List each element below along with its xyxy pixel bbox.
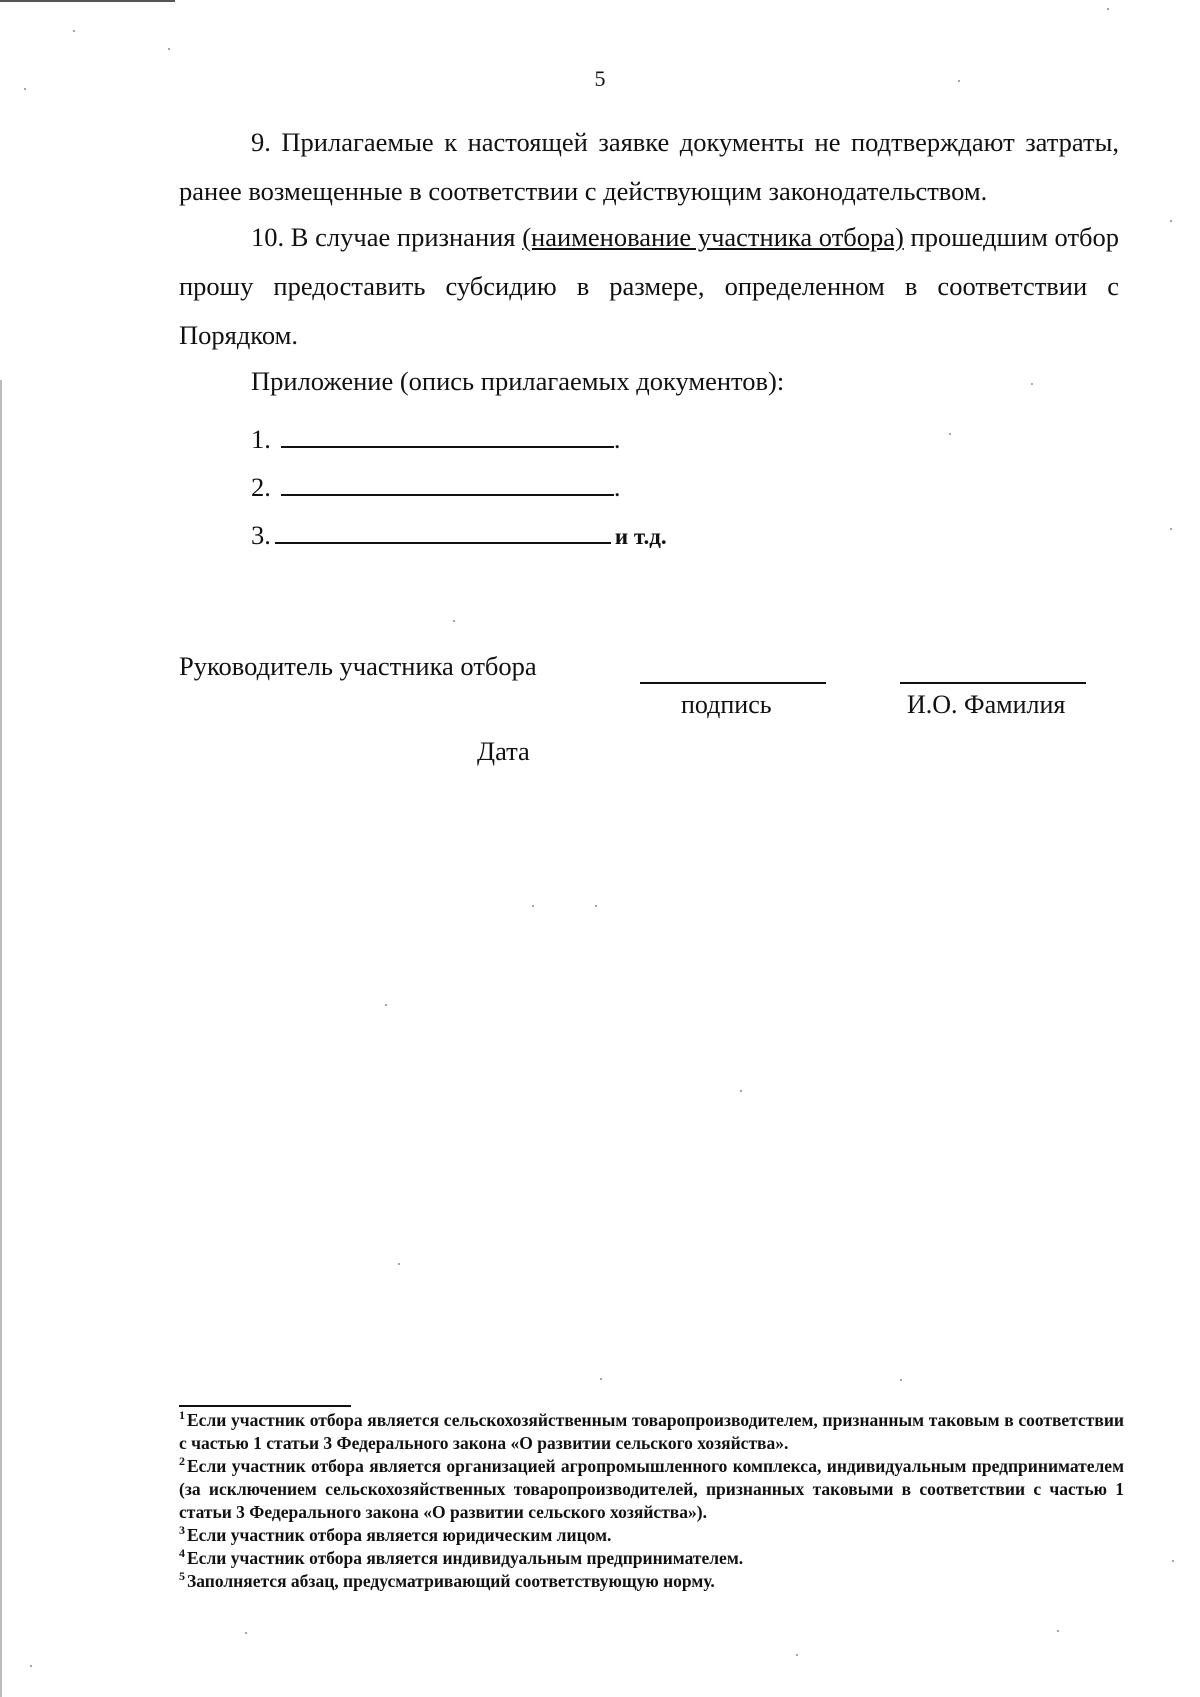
footnote-text: Если участник отбора является юридическим лицом. bbox=[187, 1525, 612, 1545]
footnote-mark: 3 bbox=[179, 1523, 185, 1537]
attachment-number: 3. bbox=[251, 520, 271, 550]
scan-speck bbox=[900, 1379, 902, 1381]
footnote bbox=[179, 1409, 1124, 1455]
scan-speck bbox=[1170, 528, 1172, 530]
paragraph-10-after: прошедшим отбор прошу предоставить субсидию в размере, определенном в соответствии с Порядком. bbox=[179, 222, 1120, 350]
scan-edge-left bbox=[0, 380, 2, 1697]
attachment-tail: . bbox=[613, 424, 621, 454]
footnote-text: Заполняется абзац, предусматривающий соответствующую норму. bbox=[187, 1571, 715, 1591]
attachment-blank-line bbox=[275, 520, 611, 544]
attachment-tail: . bbox=[613, 472, 621, 502]
attachment-blank-line bbox=[281, 472, 614, 496]
scan-edge-top bbox=[0, 0, 175, 2]
scan-speck bbox=[600, 1378, 602, 1380]
footnote-separator bbox=[179, 1405, 351, 1407]
footnote-mark: 1 bbox=[179, 1408, 185, 1422]
attachment-number: 2. bbox=[251, 472, 271, 502]
participant-name-placeholder: (наименование участника отбора) bbox=[522, 222, 904, 252]
attachment-item bbox=[251, 472, 621, 512]
footnote-mark: 4 bbox=[179, 1546, 185, 1560]
footnote bbox=[179, 1524, 1124, 1547]
footnote-text: Если участник отбора является индивидуальным предпринимателем. bbox=[187, 1548, 744, 1568]
scan-speck bbox=[30, 1665, 32, 1667]
paragraph-9: 9. Прилагаемые к настоящей заявке документы не подтверждают затраты, ранее возмещенные в соответствии с действующим законодательством. bbox=[179, 127, 1119, 206]
scan-speck bbox=[24, 88, 26, 90]
attachments-title: Приложение (опись прилагаемых документов): bbox=[251, 366, 785, 396]
attachment-number: 1. bbox=[251, 424, 271, 454]
attachment-tail: и т.д. bbox=[614, 524, 667, 549]
signature-line bbox=[640, 682, 826, 684]
attachment-blank-line bbox=[281, 424, 614, 448]
footnote bbox=[179, 1570, 1124, 1593]
footnote bbox=[179, 1455, 1124, 1524]
scan-speck bbox=[1107, 8, 1109, 10]
footnote bbox=[179, 1547, 1124, 1570]
scan-speck bbox=[595, 905, 597, 907]
footnote-text: Если участник отбора является сельскохозяйственным товаропроизводителем, признанным таковым в соответствии с частью 1 статьи 3 Федерального закона «О развитии сельского хозяйства». bbox=[179, 1410, 1124, 1453]
attachment-item bbox=[251, 520, 667, 560]
scan-speck bbox=[168, 48, 170, 50]
scan-speck bbox=[740, 1090, 742, 1092]
scan-speck bbox=[532, 905, 534, 907]
scan-speck bbox=[1031, 383, 1033, 385]
scan-speck bbox=[949, 433, 951, 435]
scan-speck bbox=[796, 1654, 798, 1656]
scan-speck bbox=[958, 80, 960, 82]
date-label: Дата bbox=[477, 736, 530, 766]
signature-caption: подпись bbox=[681, 690, 772, 719]
scan-speck bbox=[1170, 220, 1172, 222]
attachment-item bbox=[251, 424, 621, 464]
name-line bbox=[900, 682, 1086, 684]
scan-speck bbox=[73, 30, 75, 32]
scan-speck bbox=[1172, 1560, 1174, 1562]
scan-speck bbox=[398, 1263, 400, 1265]
footnote-text: Если участник отбора является организацией агропромышленного комплекса, индивидуальным предпринимателем (за исключением сельскохозяйственных товаропроизводителей, признанных таковыми в соответствии с частью 1 статьи 3 Федерального закона «О развитии сельского хозяйства»). bbox=[179, 1456, 1124, 1522]
paragraph-10-before: 10. В случае признания bbox=[251, 222, 523, 252]
scan-speck bbox=[245, 1632, 247, 1634]
name-caption: И.О. Фамилия bbox=[907, 690, 1066, 719]
footnote-mark: 5 bbox=[179, 1569, 185, 1583]
scan-speck bbox=[453, 620, 455, 622]
footnotes bbox=[179, 1409, 1124, 1593]
scan-speck bbox=[1057, 1630, 1059, 1632]
footnote-mark: 2 bbox=[179, 1454, 185, 1468]
signatory-role: Руководитель участника отбора bbox=[179, 651, 537, 681]
paragraph-10 bbox=[179, 213, 1119, 360]
page-number: 5 bbox=[594, 66, 606, 91]
scan-speck bbox=[385, 1004, 387, 1006]
